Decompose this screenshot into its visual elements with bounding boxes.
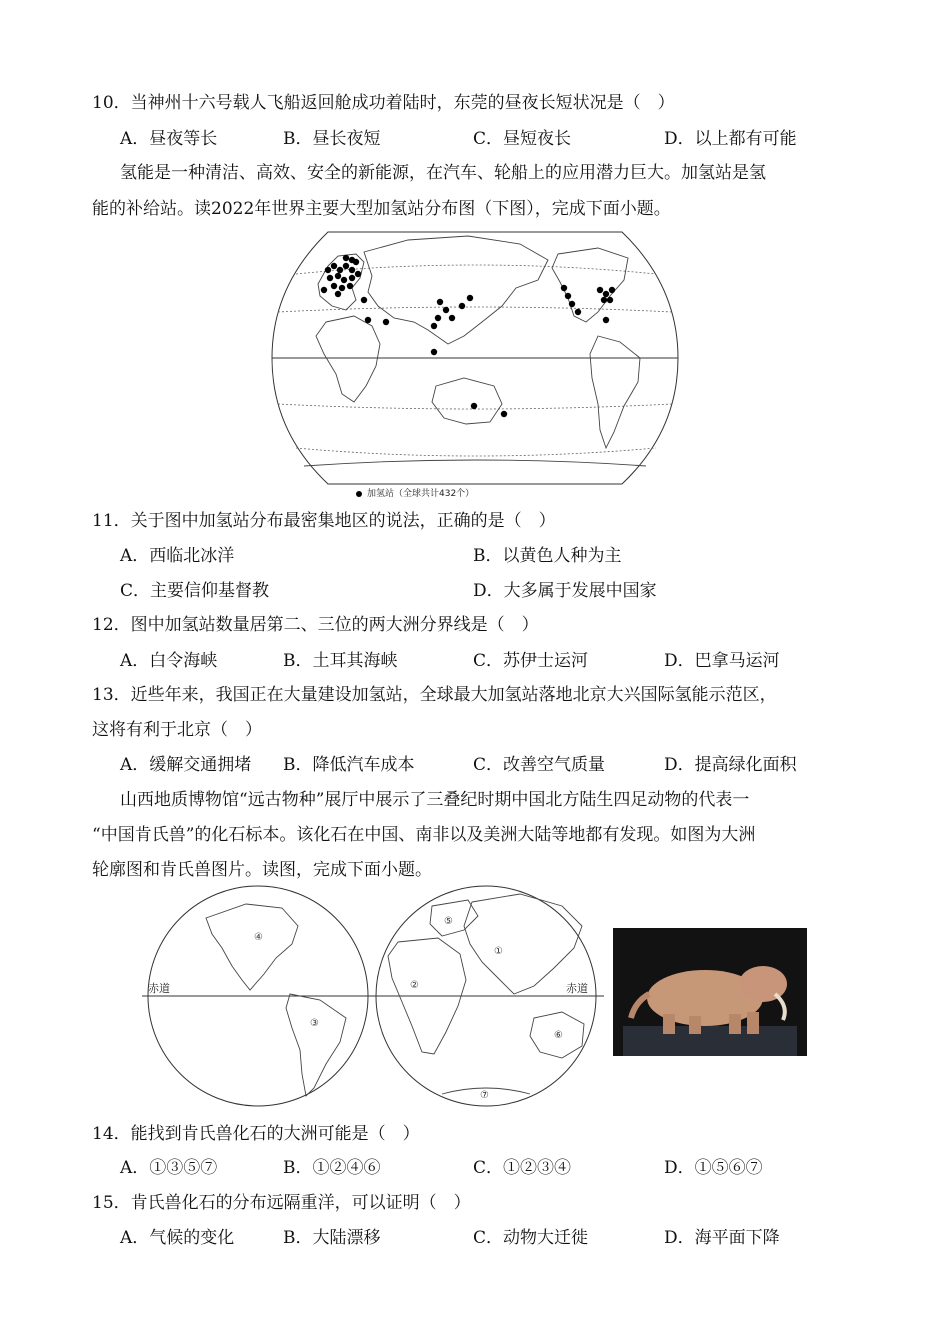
q12-option-a: A．白令海峡 <box>120 651 218 671</box>
passage2-line3: 轮廓图和肯氏兽图片。读图，完成下面小题。 <box>92 860 432 880</box>
kannemeyeria-illustration <box>613 928 807 1056</box>
q11-stem: 11．关于图中加氢站分布最密集地区的说法，正确的是（ ） <box>92 511 556 531</box>
q11-option-d: D．大多属于发展中国家 <box>473 581 657 601</box>
q15-option-a: A．气候的变化 <box>120 1228 235 1248</box>
q10-option-d: D．以上都有可能 <box>664 129 797 149</box>
hydrogen-station-map <box>268 226 682 500</box>
q13-stem-line1: 13．近些年来，我国正在大量建设加氢站，全球最大加氢站落地北京大兴国际氢能示范区， <box>92 685 777 705</box>
q10-option-a: A．昼夜等长 <box>120 129 218 149</box>
q12-option-c: C．苏伊士运河 <box>473 651 589 671</box>
passage2-line1: 山西地质博物馆“远古物种”展厅中展示了三叠纪时期中国北方陆生四足动物的代表一 <box>120 790 750 810</box>
map-legend <box>356 486 474 499</box>
q10-option-b: B．昼长夜短 <box>283 129 381 149</box>
marker-3: ③ <box>310 1018 319 1029</box>
marker-7: ⑦ <box>480 1090 489 1101</box>
q14-option-c: C．①②③④ <box>473 1158 572 1178</box>
hemispheres-map-svg <box>142 882 604 1110</box>
q13-option-a: A．缓解交通拥堵 <box>120 755 252 775</box>
marker-5: ⑤ <box>444 916 453 927</box>
q12-option-b: B．土耳其海峡 <box>283 651 398 671</box>
passage1-line1: 氢能是一种清洁、高效、安全的新能源，在汽车、轮船上的应用潜力巨大。加氢站是氢 <box>120 163 766 183</box>
q10-option-c: C．昼短夜长 <box>473 129 572 149</box>
q10-stem: 10．当神州十六号载人飞船返回舱成功着陆时，东莞的昼夜长短状况是（ ） <box>92 93 675 113</box>
q11-option-b: B．以黄色人种为主 <box>473 546 622 566</box>
equator-label-left: 赤道 <box>148 982 170 995</box>
kannemeyeria-photo <box>613 928 807 1056</box>
q14-stem: 14．能找到肯氏兽化石的大洲可能是（ ） <box>92 1124 420 1144</box>
q11-option-c: C．主要信仰基督教 <box>120 581 270 601</box>
q12-stem: 12．图中加氢站数量居第二、三位的两大洲分界线是（ ） <box>92 615 539 635</box>
equator-label-right: 赤道 <box>566 982 588 995</box>
q13-option-b: B．降低汽车成本 <box>283 755 415 775</box>
q11-option-a: A．西临北冰洋 <box>120 546 235 566</box>
q14-option-d: D．①⑤⑥⑦ <box>664 1158 763 1178</box>
q14-option-b: B．①②④⑥ <box>283 1158 381 1178</box>
passage2-line2: “中国肯氏兽”的化石标本。该化石在中国、南非以及美洲大陆等地都有发现。如图为大洲 <box>92 825 756 845</box>
passage1-line2: 能的补给站。读2022年世界主要大型加氢站分布图（下图），完成下面小题。 <box>92 199 671 219</box>
legend-dot-icon <box>356 491 362 497</box>
hydrogen-station-map-svg <box>268 226 682 500</box>
marker-4: ④ <box>254 932 263 943</box>
q13-stem-line2: 这将有利于北京（ ） <box>92 720 262 740</box>
marker-2: ② <box>410 980 419 991</box>
q13-option-c: C．改善空气质量 <box>473 755 606 775</box>
q12-option-d: D．巴拿马运河 <box>664 651 780 671</box>
q15-option-c: C．动物大迁徙 <box>473 1228 589 1248</box>
marker-6: ⑥ <box>554 1030 563 1041</box>
q13-option-d: D．提高绿化面积 <box>664 755 797 775</box>
q14-option-a: A．①③⑤⑦ <box>120 1158 218 1178</box>
q15-option-b: B．大陆漂移 <box>283 1228 381 1248</box>
hemispheres-map <box>142 882 604 1110</box>
legend-text: 加氢站（全球共计432个） <box>367 489 475 499</box>
q15-option-d: D．海平面下降 <box>664 1228 780 1248</box>
q15-stem: 15．肯氏兽化石的分布远隔重洋，可以证明（ ） <box>92 1193 471 1213</box>
marker-1: ① <box>494 946 503 957</box>
